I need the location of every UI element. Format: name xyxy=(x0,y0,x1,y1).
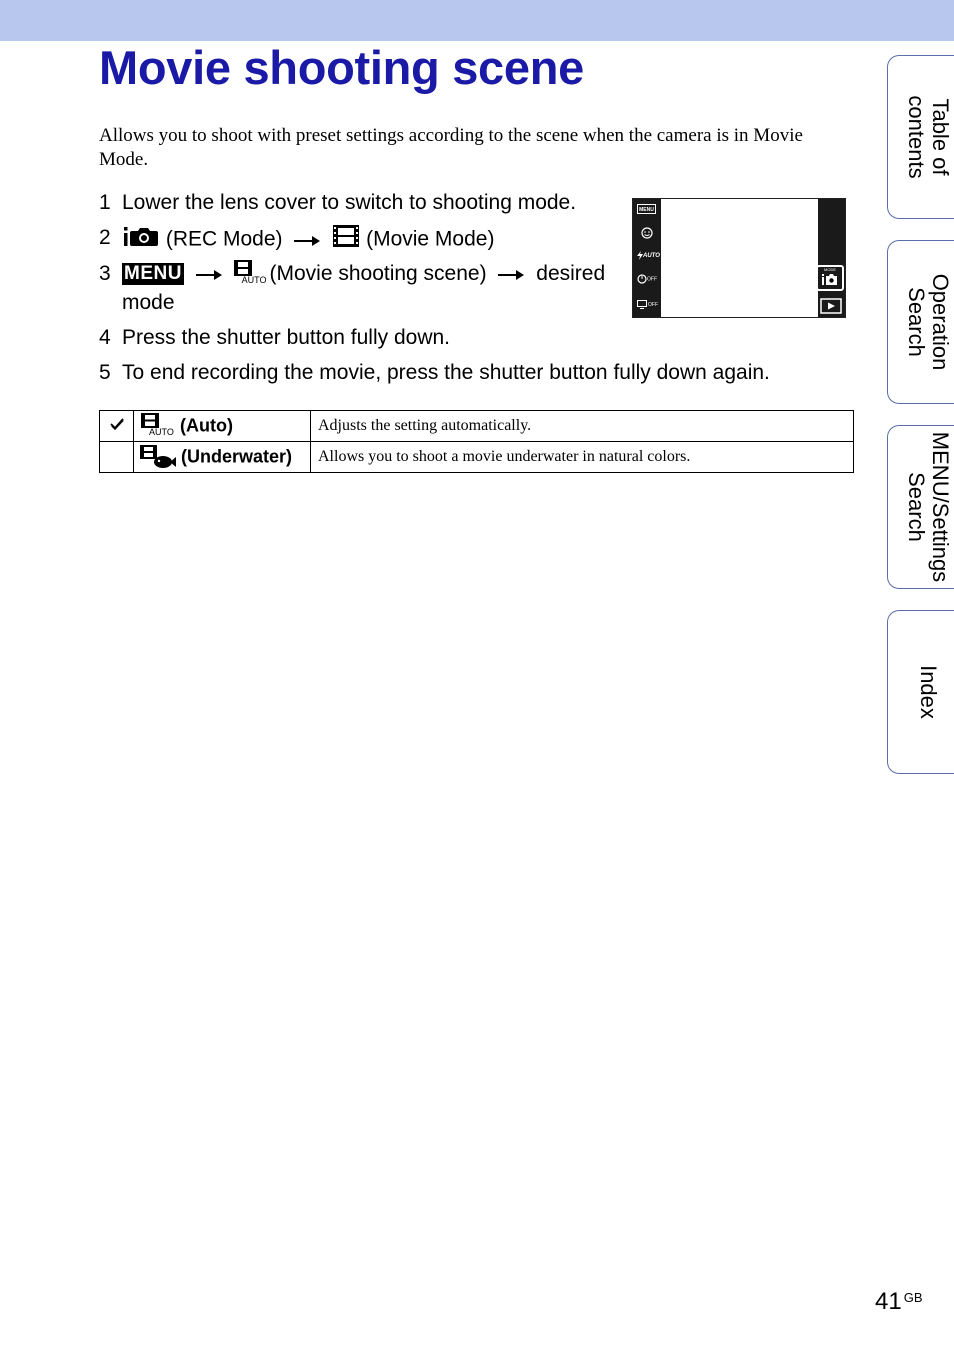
camera-screen-illustration xyxy=(632,198,846,318)
movie-mode-label: (Movie Mode) xyxy=(366,227,495,251)
mode-button: MODE xyxy=(816,265,844,291)
menu-icon: MENU xyxy=(637,204,656,214)
flash-auto-icon: AUTO xyxy=(637,251,660,260)
desired-label: desired xyxy=(536,262,606,285)
step-text xyxy=(122,259,605,289)
option-name-cell xyxy=(134,442,311,473)
step-text: Press the shutter button fully down. xyxy=(122,326,451,349)
playback-icon xyxy=(820,298,842,314)
movie-auto-icon: AUTO xyxy=(141,413,175,439)
option-name-cell xyxy=(134,411,311,442)
tab-index[interactable]: Index xyxy=(887,610,954,774)
top-banner xyxy=(0,0,954,41)
rec-mode-icon xyxy=(822,273,838,285)
rec-mode-icon xyxy=(122,223,160,257)
option-description: Allows you to shoot a movie underwater in natural colors. xyxy=(311,442,854,473)
screen-right-panel xyxy=(818,199,845,317)
step-text: Lower the lens cover to switch to shooting mode. xyxy=(122,191,577,214)
movie-auto-icon: AUTO xyxy=(234,260,264,288)
movie-underwater-icon xyxy=(140,445,176,469)
tab-menu-settings-search[interactable]: MENU/Settings Search xyxy=(887,425,954,589)
option-description: Adjusts the setting automatically. xyxy=(311,411,854,442)
scene-options-table xyxy=(99,410,854,473)
step-number: 2 xyxy=(99,226,111,249)
arrow-right-icon xyxy=(196,260,222,289)
step-text: mode xyxy=(122,291,175,314)
self-timer-off-icon: OFF xyxy=(637,274,657,284)
tab-table-of-contents[interactable]: Table of contents xyxy=(887,55,954,219)
arrow-right-icon xyxy=(294,226,320,255)
step-number: 1 xyxy=(99,191,111,214)
movie-scene-label: (Movie shooting scene) xyxy=(269,262,487,285)
option-name: (Underwater) xyxy=(181,446,293,467)
default-check-cell xyxy=(100,442,134,473)
menu-button-icon: MENU xyxy=(124,263,182,285)
rec-mode-label: (REC Mode) xyxy=(165,227,283,251)
step-text: To end recording the movie, press the shutter button fully down again. xyxy=(122,361,770,384)
page-number: 41 $^{GB}$ xyxy=(875,1288,923,1315)
checkmark-icon xyxy=(109,417,125,431)
page-title: Movie shooting scene xyxy=(99,41,584,94)
option-name: (Auto) xyxy=(180,415,233,436)
table-row xyxy=(100,411,854,442)
step-text xyxy=(122,223,494,257)
smile-icon xyxy=(641,227,653,239)
screen-left-panel xyxy=(633,199,661,317)
display-off-icon: OFF xyxy=(637,300,658,309)
intro-paragraph: Allows you to shoot with preset settings according to the scene when the camera is in Movie Mode. xyxy=(99,125,803,170)
default-check-cell xyxy=(100,411,134,442)
arrow-right-icon xyxy=(498,260,524,289)
movie-mode-icon xyxy=(332,224,360,256)
step-number: 5 xyxy=(99,361,111,384)
table-row xyxy=(100,442,854,473)
step-number: 4 xyxy=(99,326,111,349)
step-number: 3 xyxy=(99,262,111,285)
tab-operation-search[interactable]: Operation Search xyxy=(887,240,954,404)
